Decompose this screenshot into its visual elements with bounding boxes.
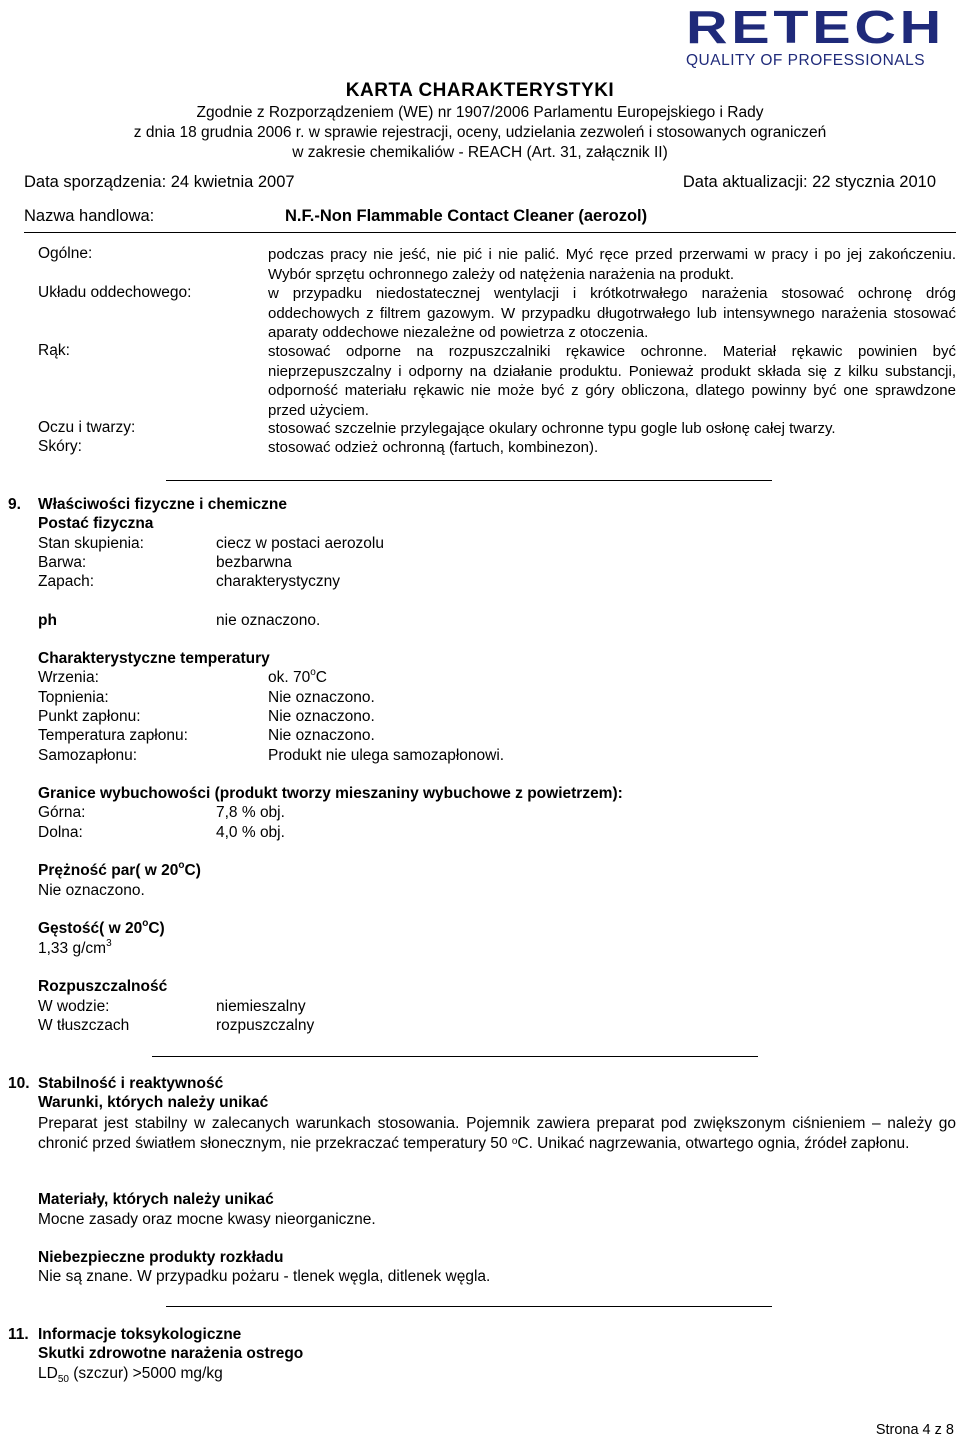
section-10-title: Stabilność i reaktywność <box>38 1075 224 1092</box>
boil-value: ok. 70$^o$C <box>268 667 327 686</box>
ppe-general-label: Ogólne: <box>38 245 93 262</box>
ppe-eye-text: stosować szczelnie przylegające okulary ochronne typu gogle lub osłonę całej twarzy. <box>268 420 836 437</box>
vapor-value: Nie oznaczono. <box>38 882 145 899</box>
trade-name-label: Nazwa handlowa: <box>24 207 155 225</box>
document-title: KARTA CHARAKTERYSTYKI <box>345 80 615 101</box>
section-divider <box>166 1306 772 1307</box>
ph-label: ph <box>38 612 57 629</box>
ppe-hand-label: Rąk: <box>38 342 70 359</box>
date-created: Data sporządzenia: 24 kwietnia 2007 <box>24 173 295 191</box>
upper-limit-value: 7,8 % obj. <box>216 804 285 821</box>
trade-name: N.F.-Non Flammable Contact Cleaner (aerozol) <box>285 207 648 225</box>
ppe-resp-label: Układu oddechowego: <box>38 284 192 301</box>
explosion-heading: Granice wybuchowości (produkt tworzy mieszaniny wybuchowe z powietrzem): <box>38 785 623 802</box>
ppe-hand-text: stosować odporne na rozpuszczalniki rękawice ochronne. Materiał rękawic powinien być nieprzepuszczalny i odporny na działanie produktu. Ponieważ produkt składa się z kilku substancji, odporność materiału rękawic nie może być z góry obliczona, dlatego powinny być one sprawdzone przed użyciem. <box>268 343 956 419</box>
conditions-heading: Warunki, których należy unikać <box>38 1094 269 1111</box>
autoignition-label: Samozapłonu: <box>38 747 138 764</box>
ppe-resp-text: w przypadku niedostatecznej wentylacji i krótkotrwałego narażenia stosować ochronę dróg oddechowych z filtrem gazowym. W przypadku długotrwałego lub intensywnego narażenia stosować aparaty oddechowe niezależne od powietrza z otoczenia. <box>268 285 956 341</box>
materials-heading: Materiały, których należy unikać <box>38 1191 274 1208</box>
regulation-line-2: z dnia 18 grudnia 2006 r. w sprawie rejestracji, oceny, udzielania zezwoleń i stosowanych ograniczeń <box>133 124 827 141</box>
state-value: ciecz w postaci aerozolu <box>216 535 384 552</box>
state-label: Stan skupienia: <box>38 535 144 552</box>
upper-limit-label: Górna: <box>38 804 86 821</box>
company-logo <box>686 1 954 70</box>
materials-text: Mocne zasady oraz mocne kwasy nieorganiczne. <box>38 1211 376 1228</box>
vapor-heading: Prężność par( w 20$^o$C) <box>38 860 201 879</box>
page-number: Strona 4 z 8 <box>875 1422 954 1438</box>
ignition-value: Nie oznaczono. <box>268 727 375 744</box>
section-10-number: 10. <box>8 1075 30 1092</box>
lower-limit-value: 4,0 % obj. <box>216 824 285 841</box>
water-label: W wodzie: <box>38 998 110 1015</box>
fat-label: W tłuszczach <box>38 1017 130 1034</box>
ppe-general-text: podczas pracy nie jeść, nie pić i nie palić. Myć ręce przed przerwami w pracy i po jej zakończeniu. Wybór sprzętu ochronnego zależy od natężenia narażenia na produkt. <box>268 246 956 283</box>
regulation-line-3: w zakresie chemikaliów - REACH (Art. 31, załącznik II) <box>292 144 668 161</box>
regulation-line-1: Zgodnie z Rozporządzeniem (WE) nr 1907/2006 Parlamentu Europejskiego i Rady <box>196 104 764 121</box>
acute-heading: Skutki zdrowotne narażenia ostrego <box>38 1345 304 1362</box>
color-value: bezbarwna <box>216 554 292 571</box>
ppe-eye-label: Oczu i twarzy: <box>38 419 136 436</box>
section-9-number: 9. <box>8 496 21 513</box>
boil-label: Wrzenia: <box>38 669 99 686</box>
odor-value: charakterystyczny <box>216 573 341 590</box>
decomposition-text: Nie są znane. W przypadku pożaru - tlenek węgla, ditlenek węgla. <box>38 1268 491 1285</box>
section-divider <box>152 1056 758 1057</box>
logo-tagline: QUALITY OF PROFESSIONALS <box>686 52 926 69</box>
conditions-text: Preparat jest stabilny w zalecanych warunkach stosowania. Pojemnik zawiera preparat pod zwiększonym ciśnieniem – należy go chronić przed światłem słonecznym, nie przekraczać temperatury 50 $^o$C. Unikać nagrzewania, otwartego ognia, źródeł zapłonu. <box>38 1115 956 1152</box>
odor-label: Zapach: <box>38 573 95 590</box>
section-9-title: Właściwości fizyczne i chemiczne <box>38 496 287 513</box>
water-value: niemieszalny <box>216 998 306 1015</box>
flash-value: Nie oznaczono. <box>268 708 375 725</box>
lower-limit-label: Dolna: <box>38 824 83 841</box>
logo-wordmark: RETECH <box>686 1 945 53</box>
fat-value: rozpuszczalny <box>216 1017 315 1034</box>
decomposition-heading: Niebezpieczne produkty rozkładu <box>38 1249 284 1266</box>
melt-value: Nie oznaczono. <box>268 689 375 706</box>
flash-label: Punkt zapłonu: <box>38 708 141 725</box>
autoignition-value: Produkt nie ulega samozapłonowi. <box>268 747 505 764</box>
section-11-number: 11. <box>8 1326 29 1343</box>
section-divider <box>166 480 772 481</box>
color-label: Barwa: <box>38 554 87 571</box>
temp-heading: Charakterystyczne temperatury <box>38 650 270 667</box>
solubility-heading: Rozpuszczalność <box>38 978 168 995</box>
density-value: 1,33 $g/cm^3$ <box>38 938 112 957</box>
density-heading: Gęstość( w 20$^o$C) <box>38 918 165 937</box>
ignition-label: Temperatura zapłonu: <box>38 727 188 744</box>
section-11-title: Informacje toksykologiczne <box>38 1326 242 1343</box>
date-updated: Data aktualizacji: 22 stycznia 2010 <box>682 173 936 191</box>
melt-label: Topnienia: <box>38 689 109 706</box>
ld50-value: $LD_{50}$ (szczur) >5000 mg/kg <box>38 1365 223 1386</box>
ph-value: nie oznaczono. <box>216 612 321 629</box>
ppe-skin-text: stosować odzież ochronną (fartuch, kombinezon). <box>268 439 599 456</box>
ppe-skin-label: Skóry: <box>38 438 82 455</box>
form-heading: Postać fizyczna <box>38 515 154 532</box>
header-divider <box>24 232 956 233</box>
